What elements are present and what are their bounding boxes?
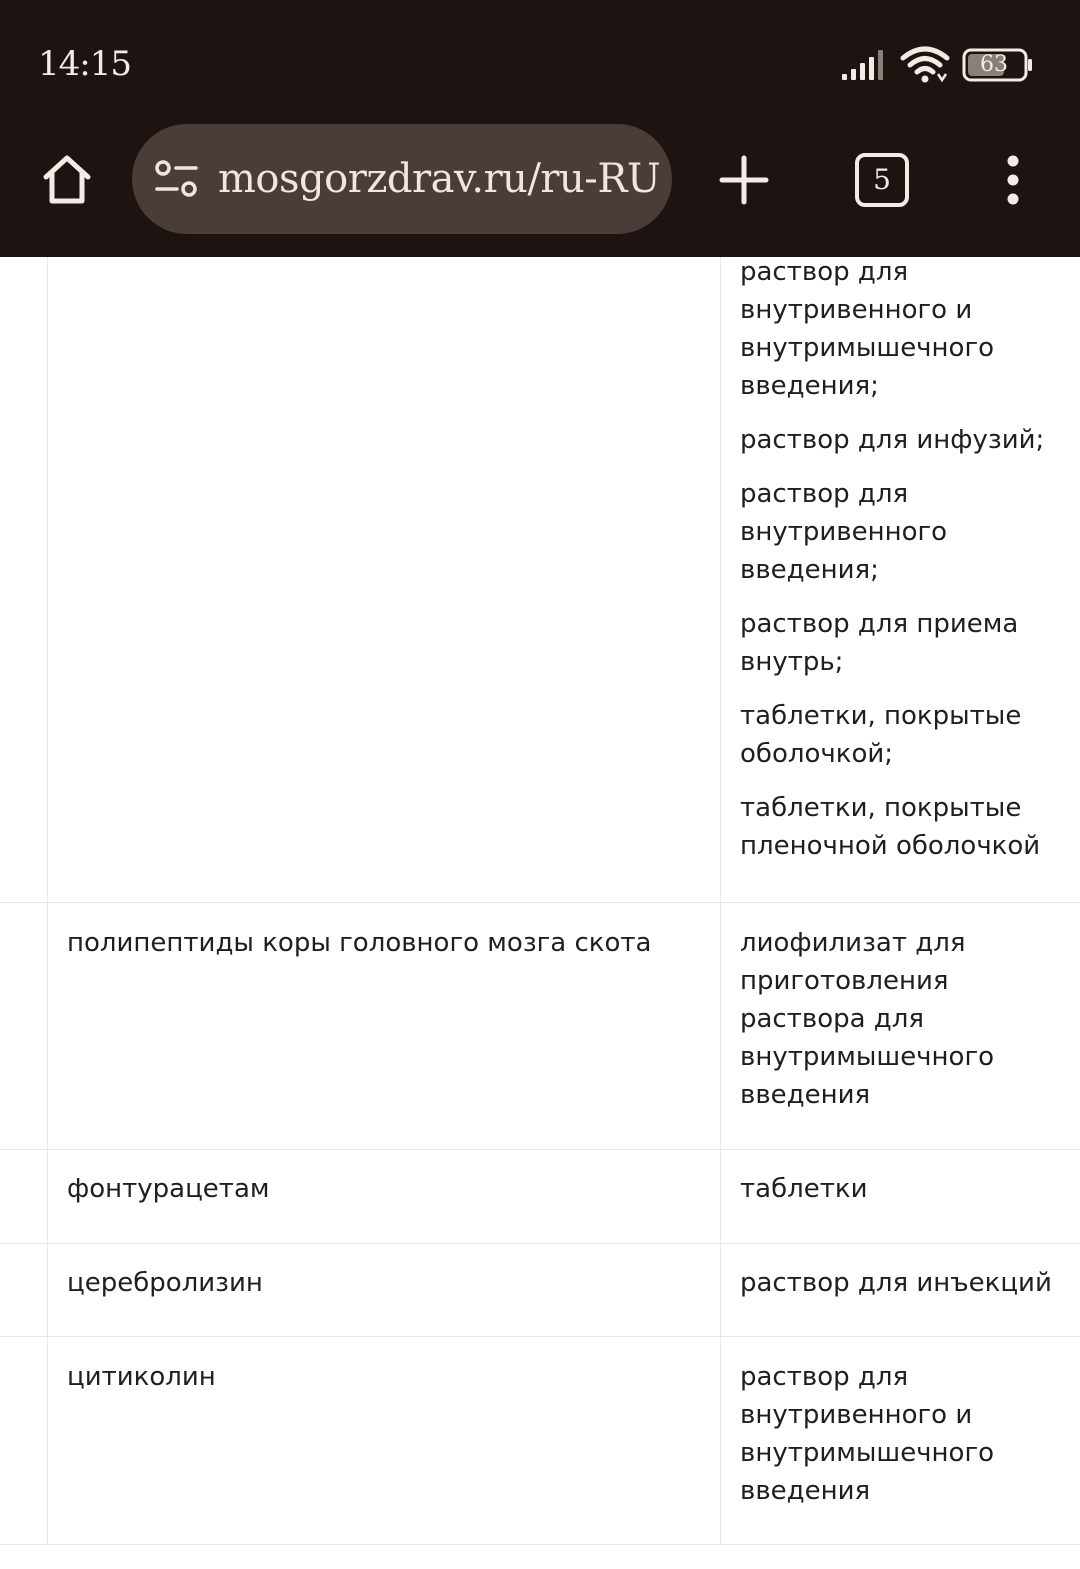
drug-name: церебролизин <box>67 1268 263 1298</box>
dosage-form: таблетки, покрытые оболочкой; <box>740 701 1022 769</box>
dosage-form: раствор для внутривенного введения; <box>740 479 948 585</box>
more-vert-icon[interactable] <box>998 154 1028 206</box>
dosage-form: таблетки, покрытые пленочной оболочкой <box>740 793 1041 861</box>
home-icon <box>39 151 95 207</box>
site-settings-icon[interactable] <box>154 160 200 198</box>
wifi-icon <box>900 44 950 84</box>
row-divider <box>0 902 1080 903</box>
dosage-form: лиофилизат для приготовления раствора для внутримышечного введения <box>740 928 995 1110</box>
tabs-icon[interactable]: 5 <box>855 153 909 207</box>
table-row <box>740 257 1070 881</box>
table-border <box>720 257 721 1545</box>
dosage-form: раствор для инъекций <box>740 1268 1052 1298</box>
address-bar[interactable] <box>132 124 672 234</box>
drug-name: фонтурацетам <box>67 1174 270 1204</box>
row-divider <box>0 1149 1080 1150</box>
row-divider <box>0 1544 1080 1545</box>
dosage-form: раствор для внутривенного и внутримышечного введения; <box>740 257 995 401</box>
plus-icon[interactable] <box>718 154 770 206</box>
dosage-form: раствор для инфузий; <box>740 425 1045 455</box>
drug-name: полипептиды коры головного мозга скота <box>67 928 652 958</box>
status-time: 14:15 <box>38 44 131 84</box>
row-divider <box>0 1336 1080 1337</box>
dosage-form: раствор для приема внутрь; <box>740 609 1019 677</box>
browser-toolbar <box>0 0 1080 257</box>
signal-icon <box>842 48 890 82</box>
dosage-form: раствор для внутривенного и внутримышечного введения <box>740 1362 995 1506</box>
drug-name: цитиколин <box>67 1362 216 1392</box>
table-border <box>47 257 48 1545</box>
home-button[interactable] <box>36 148 98 210</box>
dosage-form: таблетки <box>740 1174 868 1204</box>
battery-level: 63 <box>980 52 1008 77</box>
page-content <box>0 257 1080 1569</box>
url-text[interactable]: mosgorzdrav.ru/ru-RU <box>218 156 661 202</box>
row-divider <box>0 1243 1080 1244</box>
